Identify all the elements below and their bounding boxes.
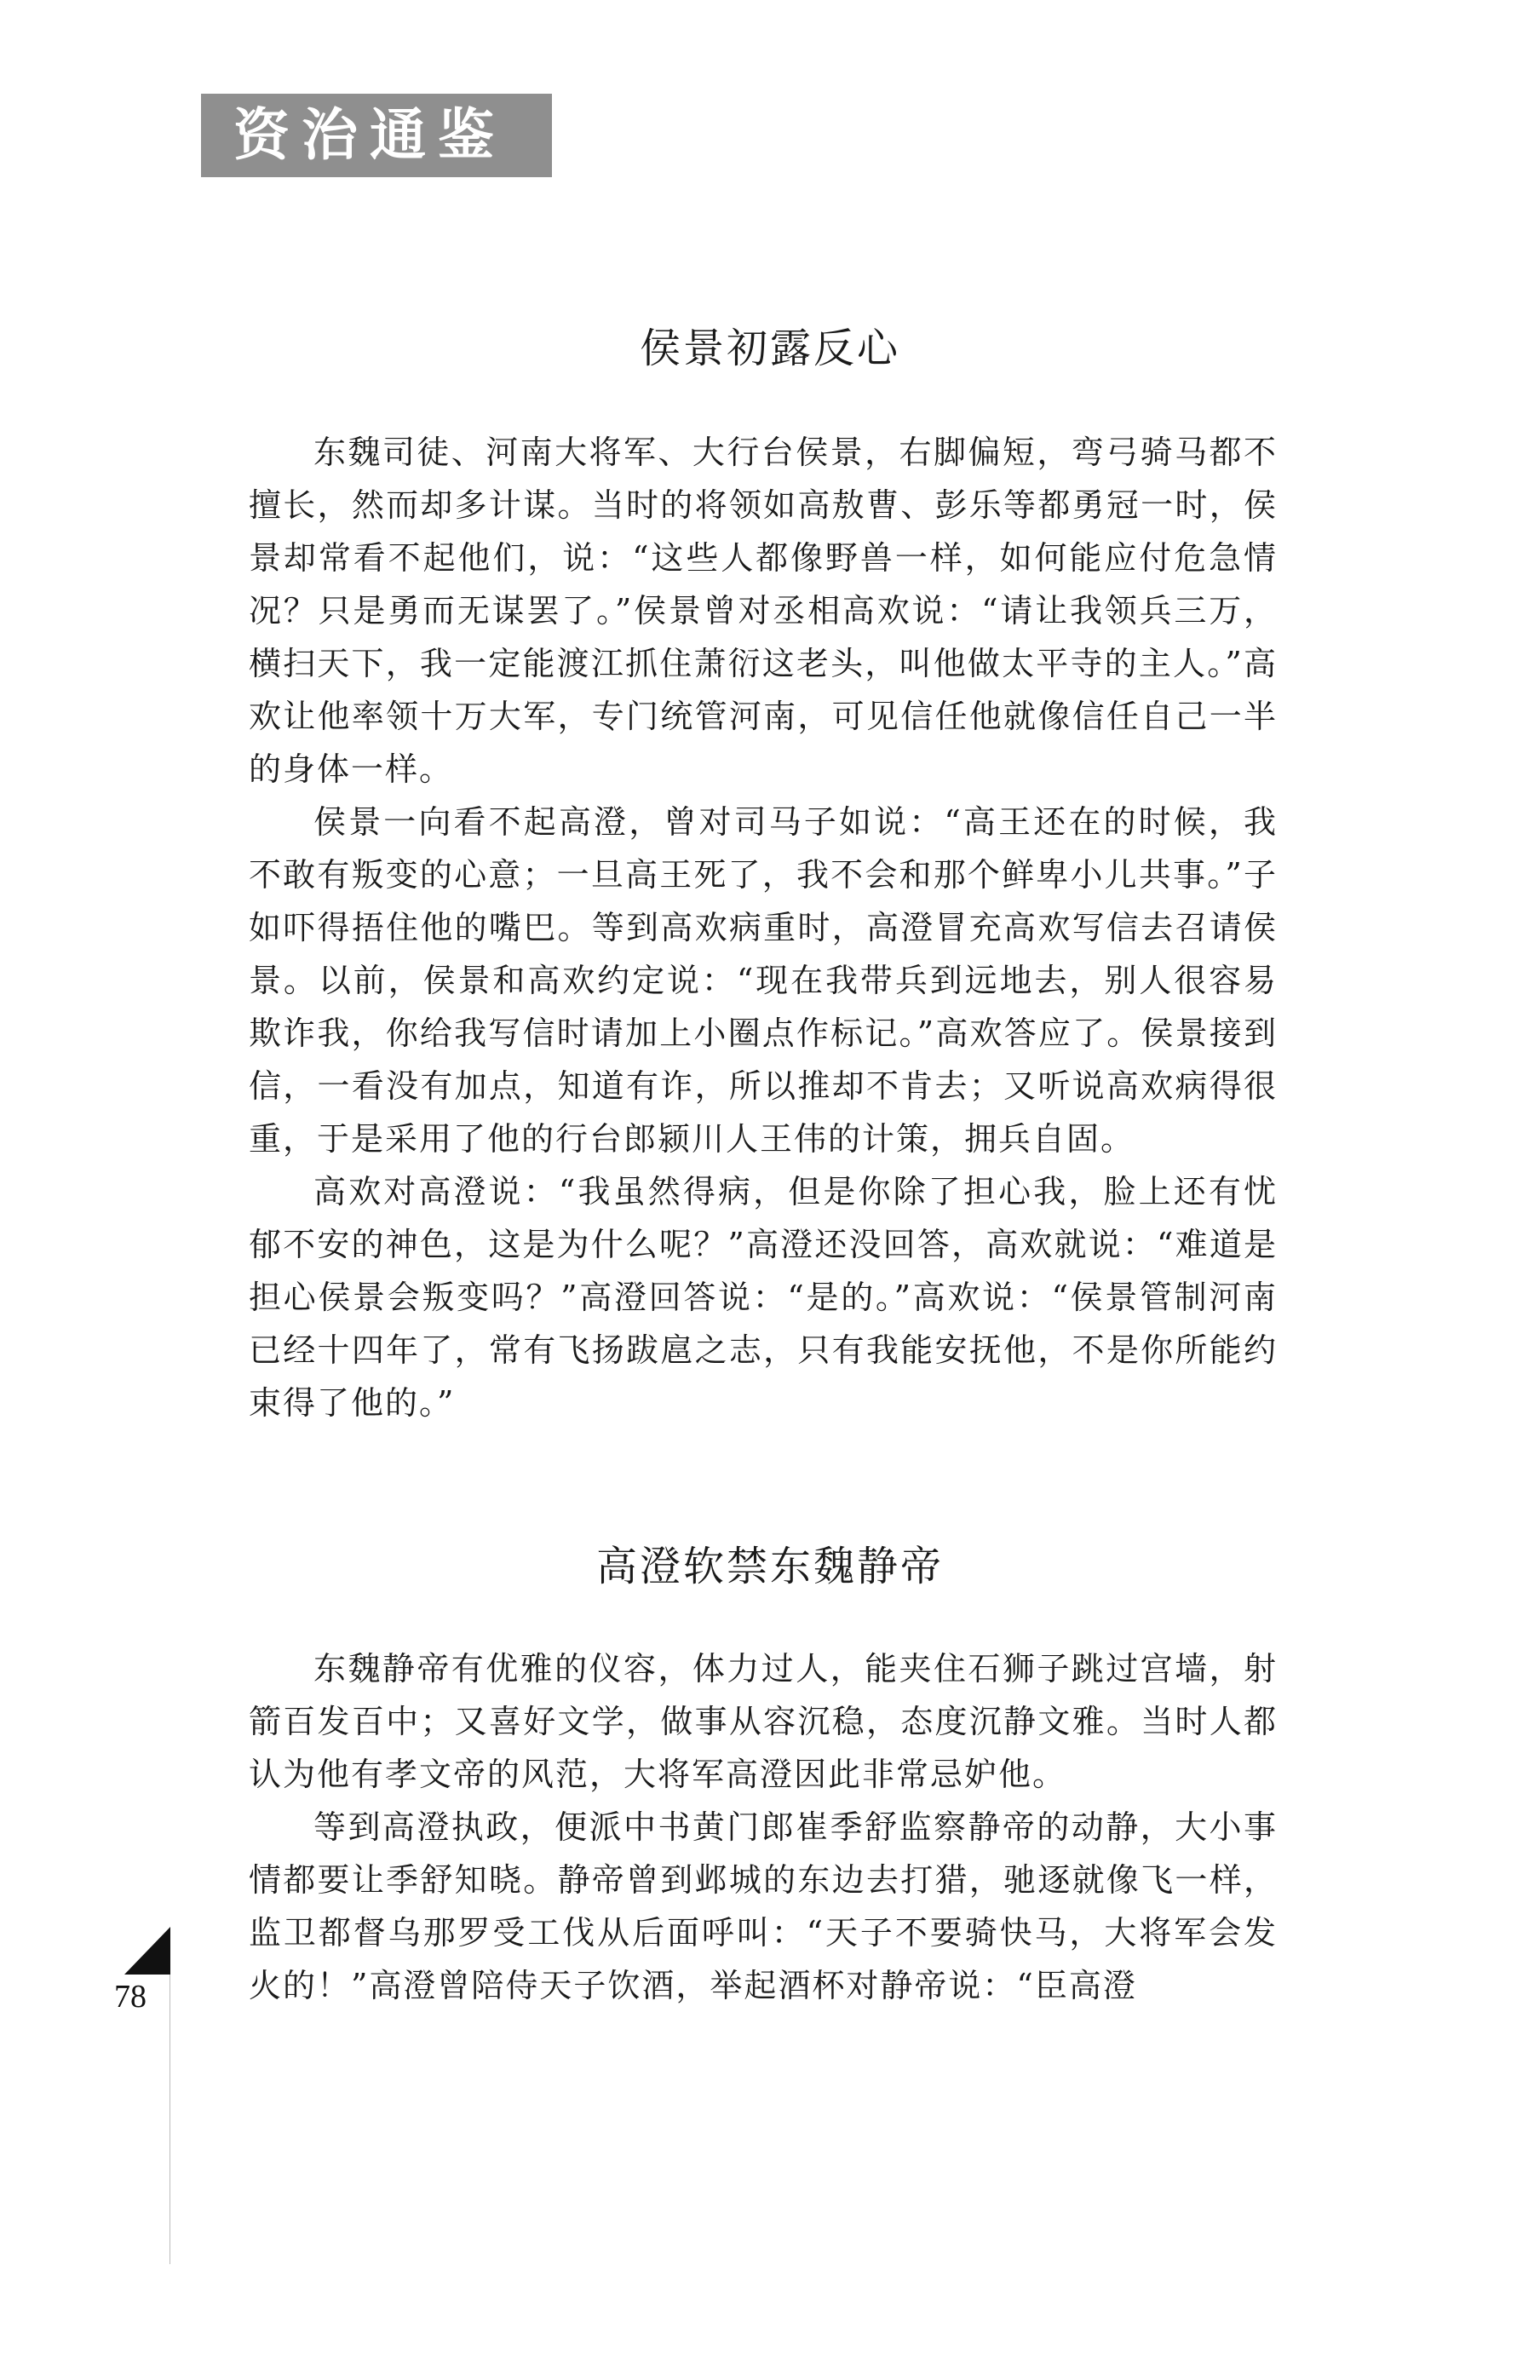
paragraph: 高欢对高澄说：“我虽然得病，但是你除了担心我，脸上还有忧郁不安的神色，这是为什么呢？”高澄还没回答，高欢就说：“难道是担心侯景会叛变吗？”高澄回答说：“是的。”高欢说：“侯景管制河南已经十四年了，常有飞扬跋扈之志，只有我能安抚他，不是你所能约束得了他的。” (249, 1173, 1278, 1422)
section-2-body (249, 1642, 1278, 2012)
paragraph: 侯景一向看不起高澄，曾对司马子如说：“高王还在的时候，我不敢有叛变的心意；一旦高王死了，我不会和那个鲜卑小儿共事。”子如吓得捂住他的嘴巴。等到高欢病重时，高澄冒充高欢写信去召请侯景。以前，侯景和高欢约定说：“现在我带兵到远地去，别人很容易欺诈我，你给我写信时请加上小圈点作标记。”高欢答应了。侯景接到信，一看没有加点，知道有诈，所以推却不肯去；又听说高欢病得很重，于是采用了他的行台郎颍川人王伟的计策，拥兵自固。 (249, 803, 1278, 1158)
section-1-body (249, 426, 1278, 1429)
section-title-2: 高澄软禁东魏静帝 (595, 1543, 944, 1590)
book-title-banner: 资治通鉴 (201, 94, 552, 177)
section-title-1: 侯景初露反心 (639, 325, 900, 372)
page-corner-triangle-icon (124, 1927, 170, 1975)
paragraph: 东魏静帝有优雅的仪容，体力过人，能夹住石狮子跳过宫墙，射箭百发百中；又喜好文学，做事从容沉稳，态度沉静文雅。当时人都认为他有孝文帝的风范，大将军高澄因此非常忌妒他。 (249, 1650, 1278, 1793)
paragraph: 等到高澄执政，便派中书黄门郎崔季舒监察静帝的动静，大小事情都要让季舒知晓。静帝曾到邺城的东边去打猎，驰逐就像飞一样，监卫都督乌那罗受工伐从后面呼叫：“天子不要骑快马，大将军会发火的！”高澄曾陪侍天子饮酒，举起酒杯对静帝说：“臣高澄 (249, 1808, 1278, 2004)
paragraph: 东魏司徒、河南大将军、大行台侯景，右脚偏短，弯弓骑马都不擅长，然而却多计谋。当时的将领如高敖曹、彭乐等都勇冠一时，侯景却常看不起他们，说：“这些人都像野兽一样，如何能应付危急情况？只是勇而无谋罢了。”侯景曾对丞相高欢说：“请让我领兵三万，横扫天下，我一定能渡江抓住萧衍这老头，叫他做太平寺的主人。”高欢让他率领十万大军，专门统管河南，可见信任他就像信任自己一半的身体一样。 (249, 434, 1278, 788)
page-number: 78 (114, 1979, 147, 2015)
